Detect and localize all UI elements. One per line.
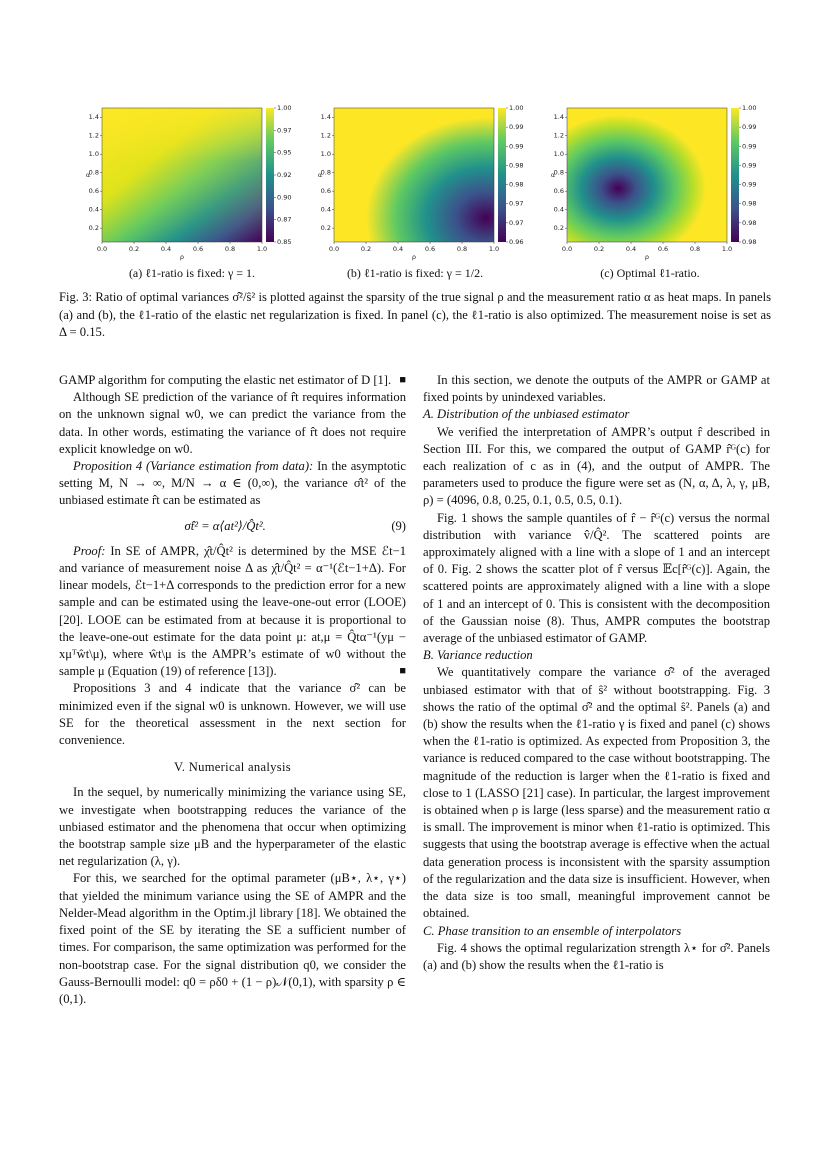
colorbar-tick-label: 0.85	[277, 238, 292, 246]
subsection-heading-a: A. Distribution of the unbiased estimator	[423, 407, 630, 422]
subsection-heading-c: C. Phase transition to an ensemble of interpolators	[423, 923, 682, 938]
colorbar-tick-label: 1.00	[509, 104, 524, 112]
colorbar-tick-label: 0.99	[742, 123, 757, 132]
colorbar-tick-label: 0.97	[509, 199, 524, 208]
colorbar-tick-label: 0.90	[277, 193, 292, 202]
colorbar-tick-label: 0.98	[509, 180, 524, 189]
x-tick-label: 0.0	[561, 245, 573, 253]
x-tick-label: 0.6	[424, 245, 436, 253]
y-axis-label: α	[85, 171, 91, 179]
heatmap-b-field	[334, 108, 494, 242]
colorbar-tick-label: 0.98	[509, 161, 524, 170]
y-tick-label: 0.2	[553, 224, 564, 233]
colorbar-tick-label: 0.97	[277, 126, 292, 135]
paragraph: In the sequel, by numerically minimizing the variance using SE, we investigate when bootstrapping reduces the variance of the unbiased estimator and the phenomena that occur when optimizing the bootstrap sample size μB and the hyperparameter of the elastic net regularization (λ, γ).	[59, 785, 406, 869]
paragraph: Although SE prediction of the variance of r̂t requires information on the unknown signal w0, we can predict the variance from the data. In other words, estimating the variance of r̂t does not require explicit knowledge on w0.	[59, 390, 406, 456]
paragraph: For this, we searched for the optimal parameter (μB⋆, λ⋆, γ⋆) that yielded the minimum variance using the SE of AMPR and the Nelder-Mead algorithm in the Optim.jl library [18]. We obtained the fixed point of the SE by iterating the SE a sufficient number of times. For comparison, the same optimization was performed for the non-bootstrap case. For the signal distribution q0, we consider the Gauss-Bernoulli model: q0 = ρδ0 + (1 − ρ)𝒩(0,1), with sparsity ρ ∈ (0,1).	[59, 871, 406, 1006]
y-tick-label: 1.0	[553, 150, 564, 159]
subsection-heading-b: B. Variance reduction	[423, 648, 533, 663]
proposition-title: Proposition 4 (Variance estimation from data):	[73, 459, 314, 474]
paragraph: We quantitatively compare the variance σ̂² of the averaged unbiased estimator with that of ŝ² without bootstrapping. Fig. 3 shows the ratio of the optimal σ̂² and the optimal ŝ². Panels (a) and (b) show the results when the ℓ1-ratio γ is fixed and panel (c) shows when the ℓ1-ratio is optimized. As expected from Proposition 3, the variance is reduced compared to the case without bootstrapping. The magnitude of the reduction is larger when the ℓ1-ratio is fixed and close to 1 (LASSO [21] case). In particular, the largest improvement is obtained when ρ is large (less sparse) and the measurement ratio α is small. The improvement is minor when ℓ1-ratio is optimized. This suggests that using the bootstrap average is effective when the actual data generation process is inconsistent with the sparsity assumption of the regularization and the data size is insufficient. However, when the data size is too small, meaningful improvement cannot be obtained.	[423, 665, 770, 921]
paragraph: Fig. 1 shows the sample quantiles of r̂ − r̂ᴳ(c) versus the normal distribution with variance v̂/Q̂². The scattered points are approximately aligned with a line with a slope of 1 and an intercept of 0. Fig. 2 shows the scatter plot of r̂ versus 𝔼c[r̂ᴳ(c)]. Again, the scattered points are approximately aligned with a line with a slope of 1 and an intercept of 0. This is consistent with the decomposition of the Gaussian noise (8). Thus, AMPR computes the bootstrap average of the unbiased estimator of GAMP.	[423, 510, 770, 646]
colorbar-tick-label: 0.97	[509, 218, 524, 227]
x-tick-label: 0.8	[224, 245, 236, 253]
x-tick-label: 1.0	[721, 245, 733, 253]
colorbar-tick-label: 0.99	[742, 142, 757, 151]
x-tick-label: 0.8	[456, 245, 468, 253]
paragraph: GAMP algorithm for computing the elastic net estimator of D [1]. ■	[59, 372, 406, 389]
paragraph: We verified the interpretation of AMPR’s output r̂ described in Section III. For this, we compared the output of GAMP r̂ᴳ(c) for each realization of c as in (4), and the output of AMPR. The parameters used to produce the figure were set as (N, α, Δ, λ, γ, μB, ρ) = (4096, 0.8, 0.25, 0.1, 0.5, 0.5, 0.1).	[423, 424, 770, 508]
x-tick-label: 1.0	[488, 245, 500, 253]
right-column	[423, 372, 770, 974]
colorbar-a	[266, 108, 274, 242]
x-tick-label: 0.2	[128, 245, 140, 253]
y-axis-label: α	[317, 171, 323, 179]
y-tick-label: 1.2	[553, 131, 564, 140]
colorbar-tick-label: 0.96	[509, 238, 524, 246]
equation-body: σ̂t² = α⟨at²⟩/Q̂t².	[184, 518, 266, 533]
colorbar-tick-label: 0.98	[742, 199, 757, 208]
heatmap-panel-c	[547, 100, 767, 260]
colorbar-tick-label: 0.95	[277, 148, 292, 157]
x-tick-label: 0.6	[192, 245, 204, 253]
proof: Proof: In SE of AMPR, χ̂t/Q̂t² is determined by the MSE ℰt−1 and variance of measurement noise Δ as χ̂t/Q̂t² = α⁻¹(ℰt−1+Δ). For linear models, ℰt−1+Δ corresponds to the prediction error for a new sample and can be estimated using the leave-one-out error (LOOE) [20]. LOOE can be estimated from at because it is proportional to the leave-one-out estimate for the data point μ: at,μ = Q̂tα⁻¹(yμ − xμᵀŵt\μ), where ŵt\μ is the AMPR’s estimate of w0 without the sample μ (Equation (19) of reference [13]). ■	[59, 543, 406, 681]
heatmap-panel-a	[82, 100, 302, 260]
y-tick-label: 0.8	[553, 168, 564, 177]
y-tick-label: 0.6	[320, 187, 331, 196]
subcaption-b: (b) ℓ1-ratio is fixed: γ = 1/2.	[346, 266, 484, 280]
y-tick-label: 0.8	[320, 168, 331, 177]
y-tick-label: 1.2	[88, 131, 99, 140]
subcaption-c: (c) Optimal ℓ1-ratio.	[600, 266, 700, 280]
y-tick-label: 1.4	[320, 113, 331, 122]
y-tick-label: 1.0	[320, 150, 331, 159]
x-tick-label: 0.0	[96, 245, 108, 253]
qed-mark: ■	[399, 665, 406, 678]
equation-9	[59, 518, 406, 535]
y-tick-label: 0.4	[88, 205, 99, 214]
y-tick-label: 0.4	[320, 205, 331, 214]
heatmap-panel-b	[314, 100, 534, 260]
colorbar-tick-label: 0.99	[742, 161, 757, 170]
left-column	[59, 372, 406, 1008]
y-tick-label: 0.2	[88, 224, 99, 233]
y-tick-label: 0.4	[553, 205, 564, 214]
colorbar-tick-label: 0.99	[509, 123, 524, 132]
colorbar-tick-label: 1.00	[277, 104, 292, 112]
x-tick-label: 0.4	[625, 245, 637, 253]
x-tick-label: 0.2	[360, 245, 372, 253]
colorbar-tick-label: 0.99	[742, 180, 757, 189]
y-tick-label: 1.4	[553, 113, 564, 122]
subcaption-a: (a) ℓ1-ratio is fixed: γ = 1.	[128, 266, 256, 280]
proposition-4: Proposition 4 (Variance estimation from data): In the asymptotic setting M, N → ∞, M/N → α ∈ (0,∞), the variance σ̂t² of the unbiased estimate r̂t can be estimated as	[59, 459, 406, 508]
y-axis-label: α	[550, 171, 556, 179]
colorbar-tick-label: 0.98	[742, 238, 757, 246]
x-tick-label: 1.0	[256, 245, 268, 253]
figure-caption: Fig. 3: Ratio of optimal variances σ̂²/ŝ² is plotted against the sparsity of the true signal ρ and the measurement ratio α as heat maps. In panels (a) and (b), the ℓ1-ratio of the elastic net regularization is fixed. In panel (c), the ℓ1-ratio is also optimized. The measurement noise is set as Δ = 0.15.	[59, 290, 771, 339]
y-tick-label: 1.4	[88, 113, 99, 122]
y-tick-label: 1.2	[320, 131, 331, 140]
x-tick-label: 0.8	[689, 245, 701, 253]
colorbar-c	[731, 108, 739, 242]
colorbar-tick-label: 1.00	[742, 104, 757, 112]
paragraph: Fig. 4 shows the optimal regularization strength λ⋆ for σ̂². Panels (a) and (b) show the results when the ℓ1-ratio is	[423, 940, 770, 972]
colorbar-tick-label: 0.98	[742, 218, 757, 227]
y-tick-label: 0.8	[88, 168, 99, 177]
y-tick-label: 0.6	[88, 187, 99, 196]
x-axis-label: ρ	[179, 253, 185, 261]
heatmap-c-field	[567, 108, 727, 242]
colorbar-tick-label: 0.92	[277, 171, 292, 179]
qed-mark: ■	[399, 374, 406, 386]
section-heading: V. Numerical analysis	[174, 760, 291, 775]
colorbar-tick-label: 0.87	[277, 215, 292, 224]
paragraph: In this section, we denote the outputs of the AMPR or GAMP at fixed points by unindexed variables.	[423, 373, 770, 405]
heatmap-b-svg	[314, 100, 534, 260]
heatmap-a-overlay	[102, 108, 262, 242]
heatmap-c-svg	[547, 100, 767, 260]
x-tick-label: 0.0	[328, 245, 340, 253]
x-tick-label: 0.4	[392, 245, 404, 253]
x-axis-label: ρ	[644, 253, 650, 261]
y-tick-label: 1.0	[88, 150, 99, 159]
heatmap-a-svg	[82, 100, 302, 260]
paragraph: Propositions 3 and 4 indicate that the variance σ̂² can be minimized even if the signal w0 is unknown. However, we will use SE for the theoretical assessment in the next section for convenience.	[59, 681, 406, 748]
x-tick-label: 0.2	[593, 245, 605, 253]
y-tick-label: 0.6	[553, 187, 564, 196]
colorbar-tick-label: 0.99	[509, 142, 524, 151]
x-tick-label: 0.4	[160, 245, 172, 253]
equation-number: (9)	[391, 518, 406, 533]
x-axis-label: ρ	[411, 253, 417, 261]
y-tick-label: 0.2	[320, 224, 331, 233]
x-tick-label: 0.6	[657, 245, 669, 253]
proof-label: Proof:	[73, 543, 106, 558]
colorbar-b	[498, 108, 506, 242]
